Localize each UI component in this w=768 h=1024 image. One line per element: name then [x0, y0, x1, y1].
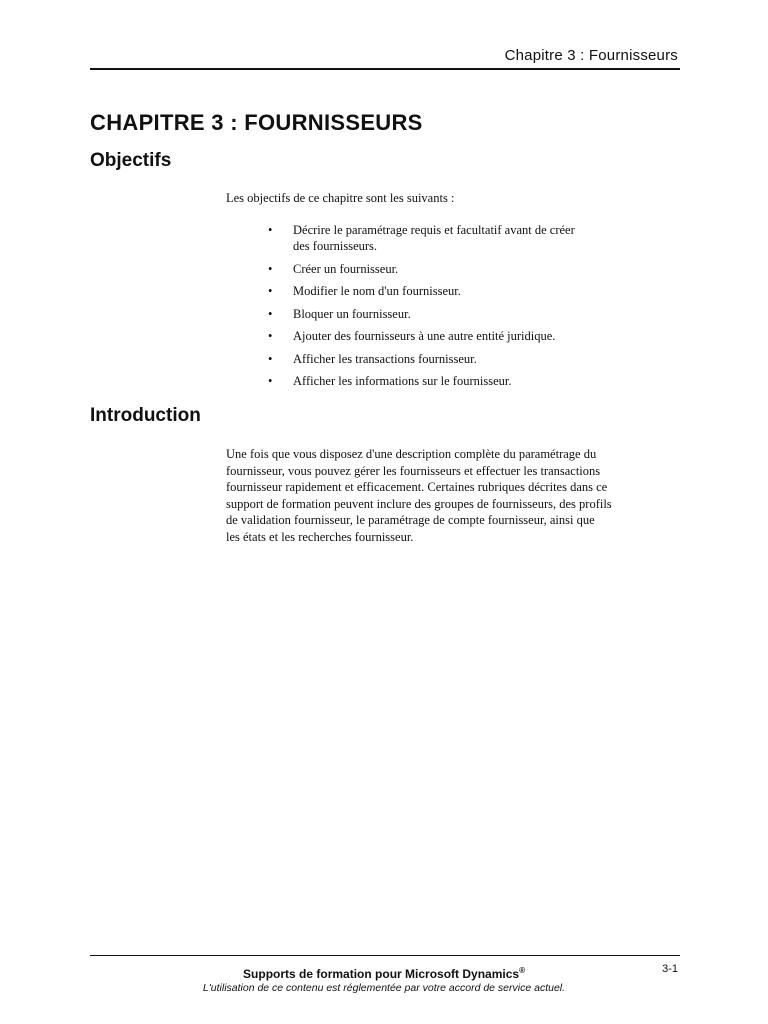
page-number: 3-1: [662, 963, 678, 975]
paragraph-line: fournisseur rapidement et efficacement. Certaines rubriques décrites dans ce: [226, 480, 608, 494]
objectives-list: [268, 222, 628, 396]
bullet-icon: •: [268, 284, 273, 298]
list-item: [268, 328, 628, 344]
introduction-paragraph: [226, 446, 666, 545]
paragraph-line: fournisseur, vous pouvez gérer les fournisseurs et effectuer les transactions: [226, 463, 601, 478]
list-item: [268, 283, 628, 299]
list-item: [268, 306, 628, 322]
footer-notice: L'utilisation de ce contenu est réglementée par votre accord de service actuel.: [202, 982, 566, 994]
paragraph-line: Une fois que vous disposez d'une description complète du paramétrage du: [226, 447, 597, 461]
header-divider: [90, 68, 680, 70]
list-item-line: Bloquer un fournisseur.: [293, 306, 411, 321]
objectives-heading: Objectifs: [90, 150, 172, 171]
footer-title-text: Supports de formation pour Microsoft Dynamics: [243, 967, 520, 981]
chapter-title: CHAPITRE 3 : FOURNISSEURS: [90, 110, 423, 135]
paragraph-line: support de formation peuvent inclure des groupes de fournisseurs, des profils: [226, 496, 612, 511]
bullet-icon: •: [268, 329, 273, 343]
list-item-line: Afficher les transactions fournisseur.: [293, 351, 477, 366]
registered-mark: ®: [519, 966, 525, 975]
running-header: Chapitre 3 : Fournisseurs: [504, 47, 678, 64]
bullet-icon: •: [268, 374, 273, 388]
introduction-heading: Introduction: [90, 405, 201, 426]
list-item-line: Décrire le paramétrage requis et facultatif avant de créer: [293, 223, 575, 237]
list-item-line: Modifier le nom d'un fournisseur.: [293, 284, 461, 298]
objectives-intro: Les objectifs de ce chapitre sont les suivants :: [226, 191, 455, 205]
list-item-line: Afficher les informations sur le fournisseur.: [293, 374, 512, 388]
bullet-icon: •: [268, 351, 273, 366]
paragraph-line: les états et les recherches fournisseur.: [226, 529, 414, 544]
paragraph-line: de validation fournisseur, le paramétrage de compte fournisseur, ainsi que: [226, 513, 595, 527]
list-item-line: Ajouter des fournisseurs à une autre entité juridique.: [293, 329, 556, 343]
list-item: [268, 222, 628, 254]
list-item-line: Créer un fournisseur.: [293, 261, 399, 276]
footer-title: [90, 966, 678, 981]
list-item: [268, 261, 628, 277]
bullet-icon: •: [268, 306, 273, 321]
list-item: [268, 373, 628, 389]
list-item-line: des fournisseurs.: [293, 239, 378, 253]
bullet-icon: •: [268, 261, 273, 276]
footer-divider: [90, 955, 680, 956]
bullet-icon: •: [268, 223, 273, 237]
list-item: [268, 351, 628, 367]
